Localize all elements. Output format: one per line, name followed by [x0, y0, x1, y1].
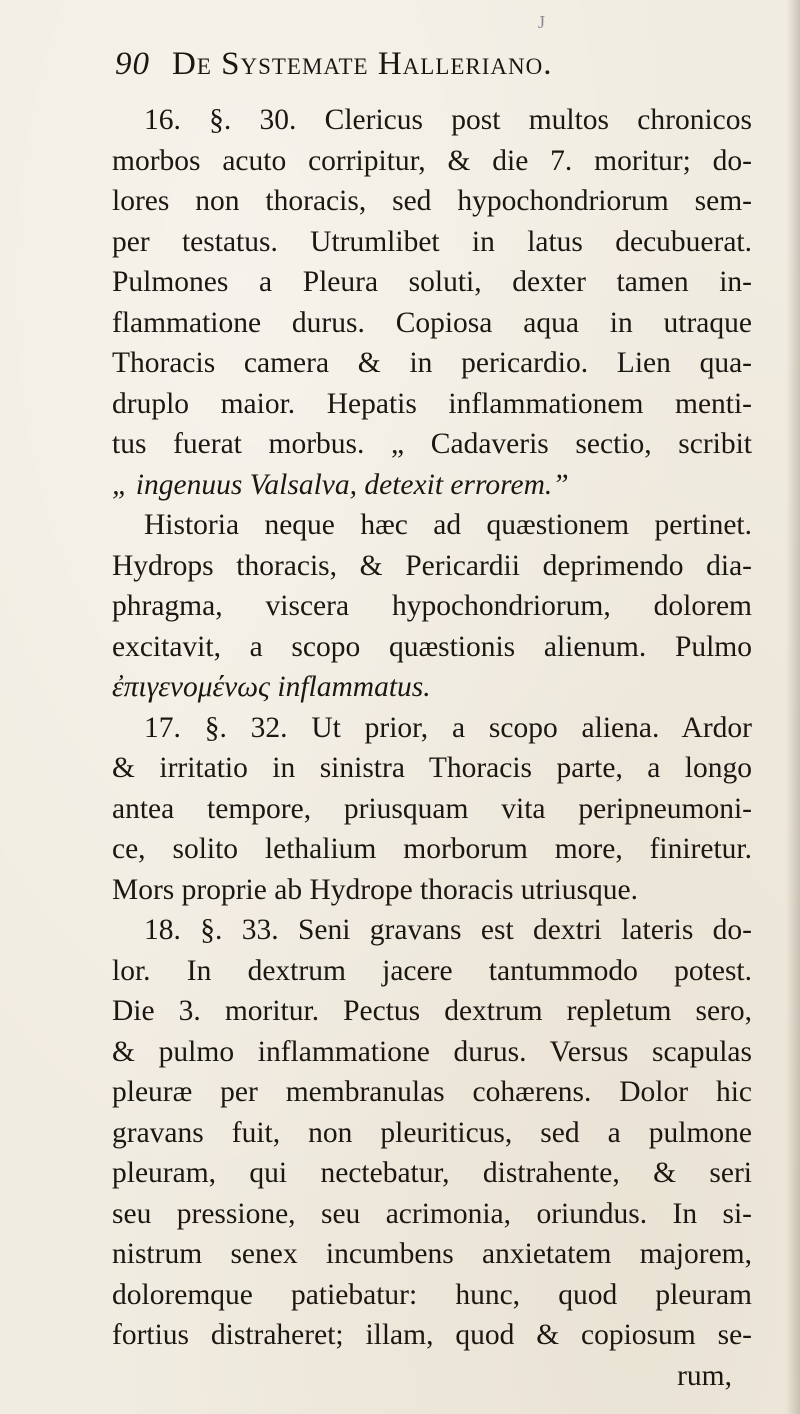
text-line: excitavit, a scopo quæstionis alienum. Pulmo	[112, 630, 752, 663]
text-line: tus fuerat morbus. „ Cadaveris sectio, scribit	[112, 428, 752, 460]
top-mark: J	[538, 12, 546, 32]
running-head	[115, 46, 553, 83]
text-line: seu pressione, seu acrimonia, oriundus. In si-	[112, 1197, 752, 1230]
text-line: flammatione durus. Copiosa aqua in utraque	[112, 306, 752, 339]
text-line: 16. §. 30. Clericus post multos chronicos	[144, 104, 752, 136]
text-line: pleuram, qui nectebatur, distrahente, & seri	[112, 1157, 752, 1189]
text-line: 18. §. 33. Seni gravans est dextri lateris do-	[144, 914, 752, 946]
body-text	[112, 100, 752, 1396]
text-line: Hydrops thoracis, & Pericardii deprimendo dia-	[112, 549, 752, 582]
text-line: druplo maior. Hepatis inflammationem menti-	[112, 387, 752, 420]
text-line: Thoracis camera & in pericardio. Lien qua-	[112, 347, 752, 379]
text-line: Historia neque hæc ad quæstionem pertinet.	[144, 509, 752, 541]
text-line: fortius distraheret; illam, quod & copiosum se-	[112, 1319, 752, 1351]
text-line: antea tempore, priusquam vita peripneumoni-	[112, 792, 752, 825]
text-line: Die 3. moritur. Pectus dextrum repletum sero,	[112, 995, 752, 1027]
text-line: ἐπιγενομένως inflammatus.	[112, 671, 431, 703]
text-line: & irritatio in sinistra Thoracis parte, a longo	[112, 752, 752, 784]
text-line: ce, solito lethalium morborum more, finiretur.	[112, 833, 752, 865]
text-line: nistrum senex incumbens anxietatem majorem,	[112, 1238, 752, 1270]
text-line: 17. §. 32. Ut prior, a scopo aliena. Ardor	[144, 711, 752, 744]
text-line: gravans fuit, non pleuriticus, sed a pulmone	[112, 1116, 752, 1149]
text-line: per testatus. Utrumlibet in latus decubuerat.	[112, 225, 752, 258]
text-line: „ ingenuus Valsalva, detexit errorem.”	[112, 468, 569, 501]
text-line: lores non thoracis, sed hypochondriorum sem-	[112, 185, 752, 217]
text-line: & pulmo inflammatione durus. Versus scapulas	[112, 1035, 752, 1068]
text-line: phragma, viscera hypochondriorum, dolorem	[112, 590, 752, 622]
text-line: lor. In dextrum jacere tantummodo potest.	[112, 954, 752, 987]
text-line: Pulmones a Pleura soluti, dexter tamen in-	[112, 266, 752, 298]
page-number: 90	[115, 46, 150, 82]
catchword: rum,	[677, 1359, 732, 1392]
text-line: pleuræ per membranulas cohærens. Dolor hic	[112, 1076, 752, 1108]
text-line: doloremque patiebatur: hunc, quod pleuram	[112, 1278, 752, 1311]
running-head-title: De Systemate Halleriano.	[172, 46, 553, 82]
text-line: morbos acuto corripitur, & die 7. moritur; do-	[112, 144, 752, 177]
text-line: Mors proprie ab Hydrope thoracis utriusque.	[112, 873, 638, 906]
page-edge-shadow	[786, 0, 800, 1414]
